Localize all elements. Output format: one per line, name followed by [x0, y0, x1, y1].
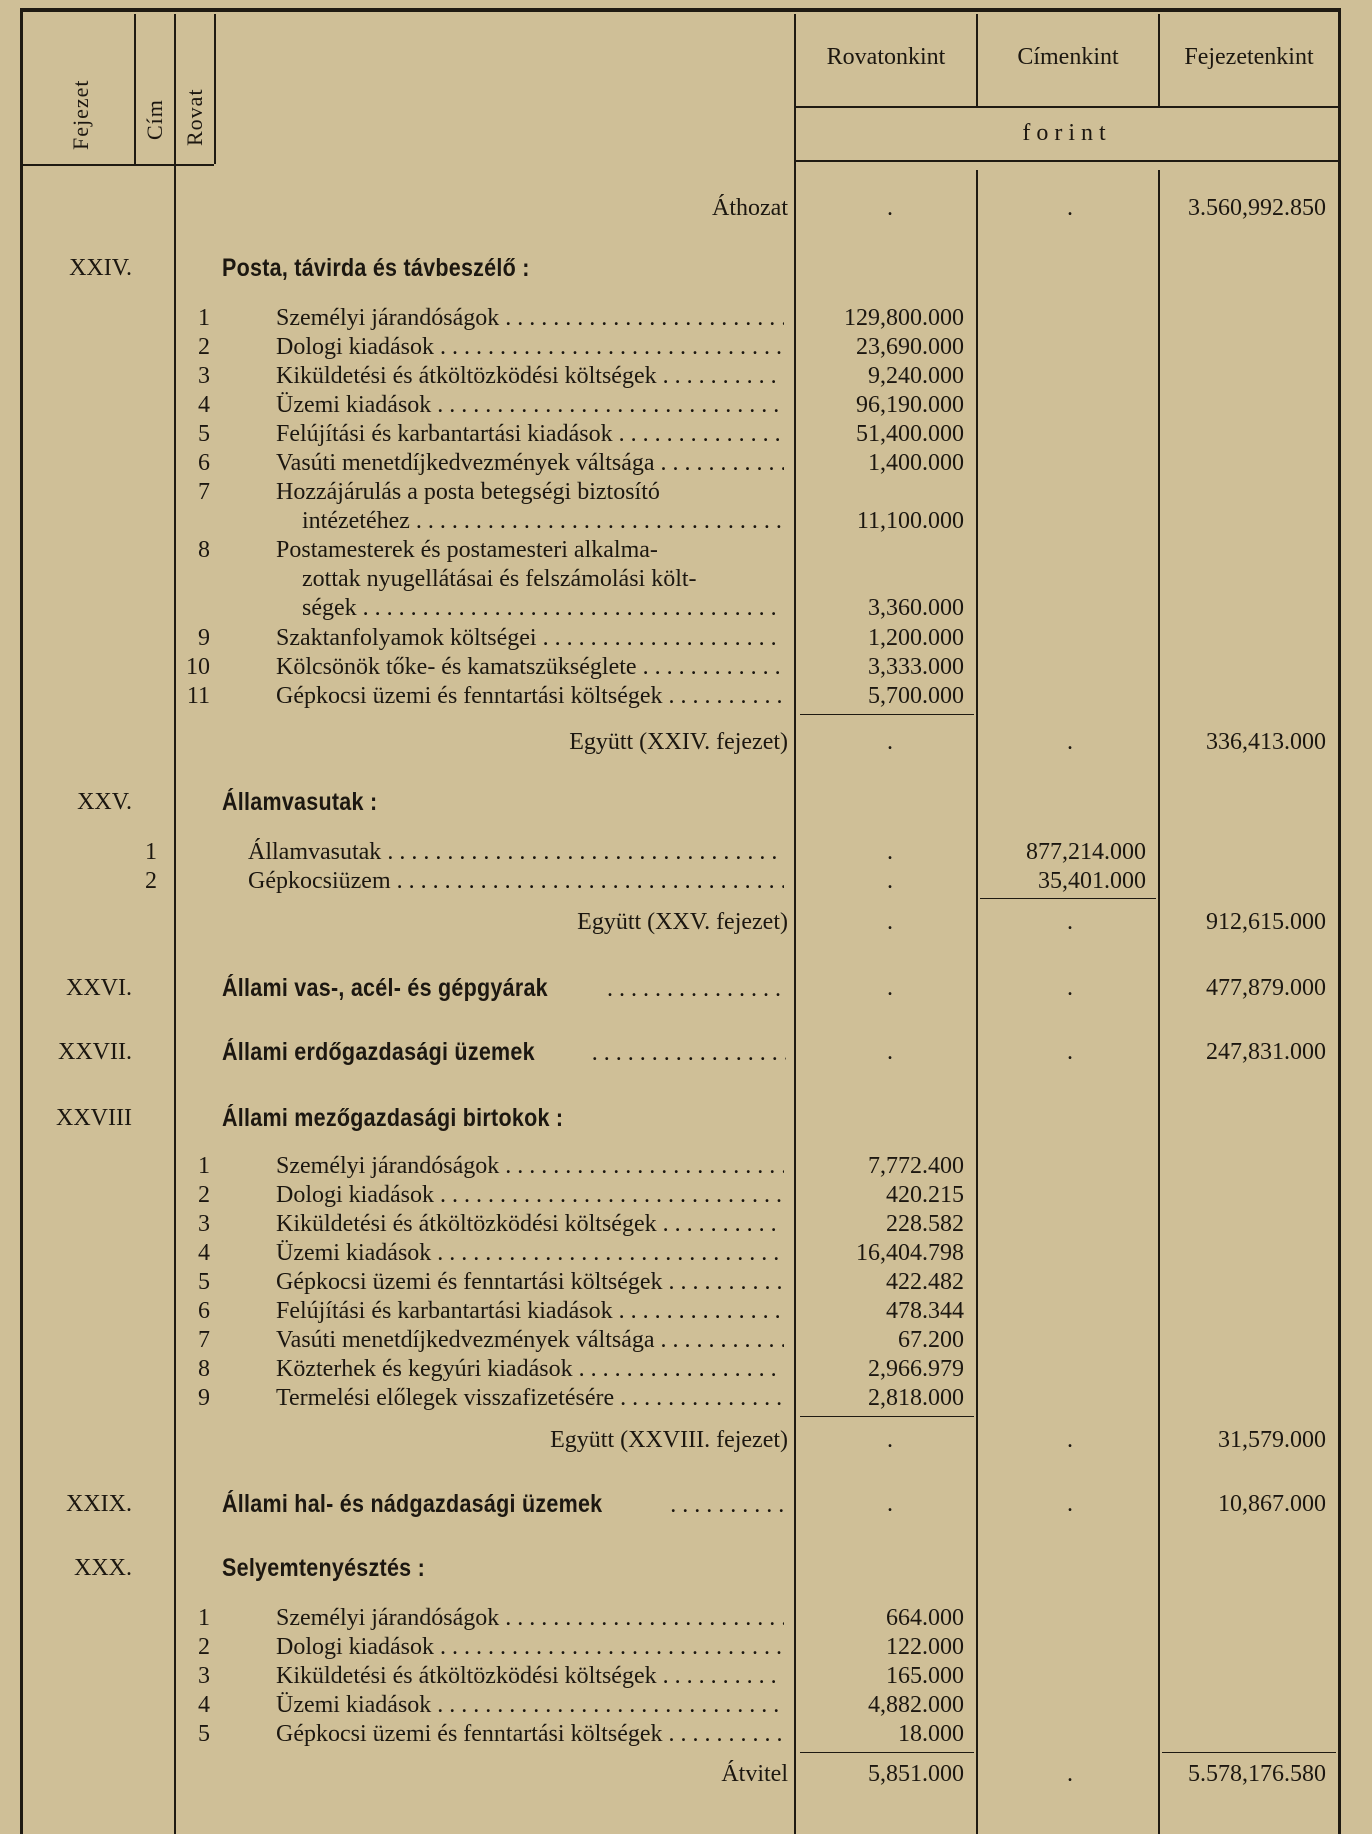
- list-item: 5 Felújítási és karbantartási kiadások . . . 51,400.000: [0, 420, 1372, 448]
- item-description: Kiküldetési és átköltözködési költségek . . .: [276, 1662, 784, 1690]
- item-value: 16,404.798: [856, 1240, 964, 1266]
- chapter-24-heading: [0, 254, 1372, 282]
- list-item: [0, 1355, 1372, 1383]
- chapter-24-number: XXIV.: [69, 255, 132, 281]
- list-item: [0, 1662, 1372, 1690]
- rovat-number: 6: [198, 1298, 210, 1324]
- list-item: [0, 1691, 1372, 1719]
- list-item: 7 Hozzájárulás a posta betegségi biztosító: [198, 479, 660, 505]
- item-description: Üzemi kiadások . . .: [276, 1239, 784, 1267]
- item-description: Dologi kiadások . . .: [276, 1633, 784, 1661]
- item-description: Kiküldetési és átköltözködési költségek . . .: [276, 1210, 784, 1238]
- list-item: [0, 1326, 1372, 1354]
- athozat-label: Áthozat: [712, 195, 788, 221]
- atvitel-row: Átvitel 5,851.000 . 5.578,176.580: [721, 1761, 1326, 1787]
- rovat-number: 8: [198, 1356, 210, 1382]
- list-item: 1 Államvasutak . . . . 877,214.000: [0, 838, 1372, 866]
- chapter-25-title: Államvasutak :: [222, 788, 378, 816]
- item-description: Közterhek és kegyúri kiadások . . .: [276, 1355, 784, 1383]
- rovat-number: 1: [198, 1605, 210, 1631]
- item-description: Személyi járandóságok . . .: [276, 1152, 784, 1180]
- list-item: 9 Szaktanfolyamok költségei . . . 1,200.000: [0, 624, 1372, 652]
- header-unit: forint: [1022, 120, 1112, 146]
- rovat-number: 2: [198, 1634, 210, 1660]
- top-border: [22, 8, 1340, 12]
- chapter-28-heading: [0, 1104, 1372, 1132]
- item-description: Vasúti menetdíjkedvezmények váltsága . . .: [276, 1326, 784, 1354]
- rovat-number: 1: [198, 1153, 210, 1179]
- item-value: 664.000: [886, 1605, 964, 1631]
- chapter-27-row: XXVII. Állami erdőgazdasági üzemek . . . . . 247,831.000: [0, 1038, 1372, 1066]
- rovat-number: 4: [198, 1692, 210, 1718]
- item-value: 2,818.000: [868, 1385, 964, 1411]
- list-item: [0, 1181, 1372, 1209]
- desc-divider: [214, 14, 216, 164]
- list-item-continued: ségek . . . 3,360.000: [0, 594, 1372, 622]
- list-item: 8 Postamesterek és postamesteri alkalma-: [198, 537, 658, 563]
- list-item: 10 Kölcsönök tőke- és kamatszükséglete . . . 3,333.000: [0, 653, 1372, 681]
- list-item: [0, 1297, 1372, 1325]
- list-item-continued: zottak nyugellátásai és felszámolási költ-: [302, 566, 697, 592]
- item-description: Felújítási és karbantartási kiadások . . .: [276, 1297, 784, 1325]
- header-bottom-line-left: [22, 164, 214, 166]
- item-value: 228.582: [886, 1211, 964, 1237]
- list-item: 2 Dologi kiadások . . . 23,690.000: [0, 333, 1372, 361]
- item-value: 122.000: [886, 1634, 964, 1660]
- list-item: 3 Kiküldetési és átköltözködési költségek . . . 9,240.000: [0, 362, 1372, 390]
- list-item: 4 Üzemi kiadások . . . 96,190.000: [0, 391, 1372, 419]
- athozat-row: [0, 194, 1372, 222]
- rovat-number: 5: [198, 1721, 210, 1747]
- list-item: [0, 1268, 1372, 1296]
- chapter-30-heading: [0, 1554, 1372, 1582]
- item-value: 4,882.000: [868, 1692, 964, 1718]
- chapter-29-row: XXIX. Állami hal- és nádgazdasági üzemek . . . . . 10,867.000: [0, 1490, 1372, 1518]
- chapter-25-total: Együtt (XXV. fejezet) . . 912,615.000: [577, 909, 1326, 935]
- header-rovat: Rovat: [182, 88, 207, 146]
- item-description: Dologi kiadások . . .: [276, 1181, 784, 1209]
- chapter-30-number: XXX.: [74, 1555, 132, 1581]
- rovat-number: 4: [198, 1240, 210, 1266]
- list-item: 6 Vasúti menetdíjkedvezmények váltsága . . . 1,400.000: [0, 449, 1372, 477]
- rovat-number: 2: [198, 1182, 210, 1208]
- item-description: Gépkocsi üzemi és fenntartási költségek . . .: [276, 1720, 784, 1748]
- item-value: 7,772.400: [868, 1153, 964, 1179]
- item-value: 18.000: [898, 1721, 964, 1747]
- item-value: 420.215: [886, 1182, 964, 1208]
- rovat-number: 3: [198, 1211, 210, 1237]
- athozat-fj: 3.560,992.850: [1188, 195, 1326, 221]
- list-item-continued: intézetéhez . . . 11,100.000: [0, 507, 1372, 535]
- chapter-25-number: XXV.: [77, 789, 132, 815]
- sum-rule: [980, 898, 1156, 899]
- item-description: Gépkocsi üzemi és fenntartási költségek . . .: [276, 1268, 784, 1296]
- rovat-number: 3: [198, 1663, 210, 1689]
- chapter-26-row: XXVI. Állami vas-, acél- és gépgyárak . . . . . 477,879.000: [0, 974, 1372, 1002]
- item-value: 165.000: [886, 1663, 964, 1689]
- chapter-24-total: Együtt (XXIV. fejezet) . . 336,413.000: [569, 729, 1326, 755]
- sum-rule: [800, 1752, 974, 1753]
- item-description: Üzemi kiadások . . .: [276, 1691, 784, 1719]
- chapter-28-total: Együtt (XXVIII. fejezet) . . 31,579.000: [550, 1427, 1326, 1453]
- header-rovatonkint: Rovatonkint: [826, 44, 946, 70]
- list-item: [0, 1210, 1372, 1238]
- sum-rule: [800, 1416, 974, 1417]
- list-item: [0, 1239, 1372, 1267]
- chapter-30-title: Selyemtenyésztés :: [222, 1554, 426, 1582]
- chapter-25-heading: [0, 788, 1372, 816]
- list-item: 2 Gépkocsiüzem . . . . 35,401.000: [0, 867, 1372, 895]
- list-item: [0, 1633, 1372, 1661]
- item-description: Termelési előlegek visszafizetésére . . .: [276, 1384, 784, 1412]
- list-item: [0, 1384, 1372, 1412]
- header-unit-line: [796, 106, 1338, 108]
- item-value: 67.200: [898, 1327, 964, 1353]
- list-item: [0, 1720, 1372, 1748]
- chapter-24-title: Posta, távirda és távbeszélő :: [222, 254, 530, 282]
- list-item: 11 Gépkocsi üzemi és fenntartási költségek . . . 5,700.000: [0, 682, 1372, 710]
- athozat-rv: .: [887, 195, 893, 221]
- item-value: 478.344: [886, 1298, 964, 1324]
- list-item: [0, 1152, 1372, 1180]
- sum-rule: [1162, 1752, 1336, 1753]
- header-fejezetenkint: Fejezetenkint: [1184, 44, 1314, 70]
- chapter-28-title: Állami mezőgazdasági birtokok :: [222, 1104, 564, 1132]
- rovat-number: 7: [198, 1327, 210, 1353]
- item-description: Személyi járandóságok . . .: [276, 1604, 784, 1632]
- cim-divider: [134, 14, 136, 164]
- rovat-number: 9: [198, 1385, 210, 1411]
- header-bottom-line: [796, 160, 1338, 162]
- list-item: 1 Személyi járandóságok . . . 129,800.000: [0, 304, 1372, 332]
- header-cim: Cím: [142, 99, 167, 140]
- item-value: 2,966.979: [868, 1356, 964, 1382]
- header-fejezet: Fejezet: [68, 79, 93, 150]
- chapter-28-number: XXVIII: [56, 1105, 132, 1131]
- rovat-number: 5: [198, 1269, 210, 1295]
- header-cimenkint: Címenkint: [1017, 44, 1119, 70]
- list-item: [0, 1604, 1372, 1632]
- athozat-cm: .: [1067, 195, 1073, 221]
- sum-rule: [800, 714, 974, 715]
- item-value: 422.482: [886, 1269, 964, 1295]
